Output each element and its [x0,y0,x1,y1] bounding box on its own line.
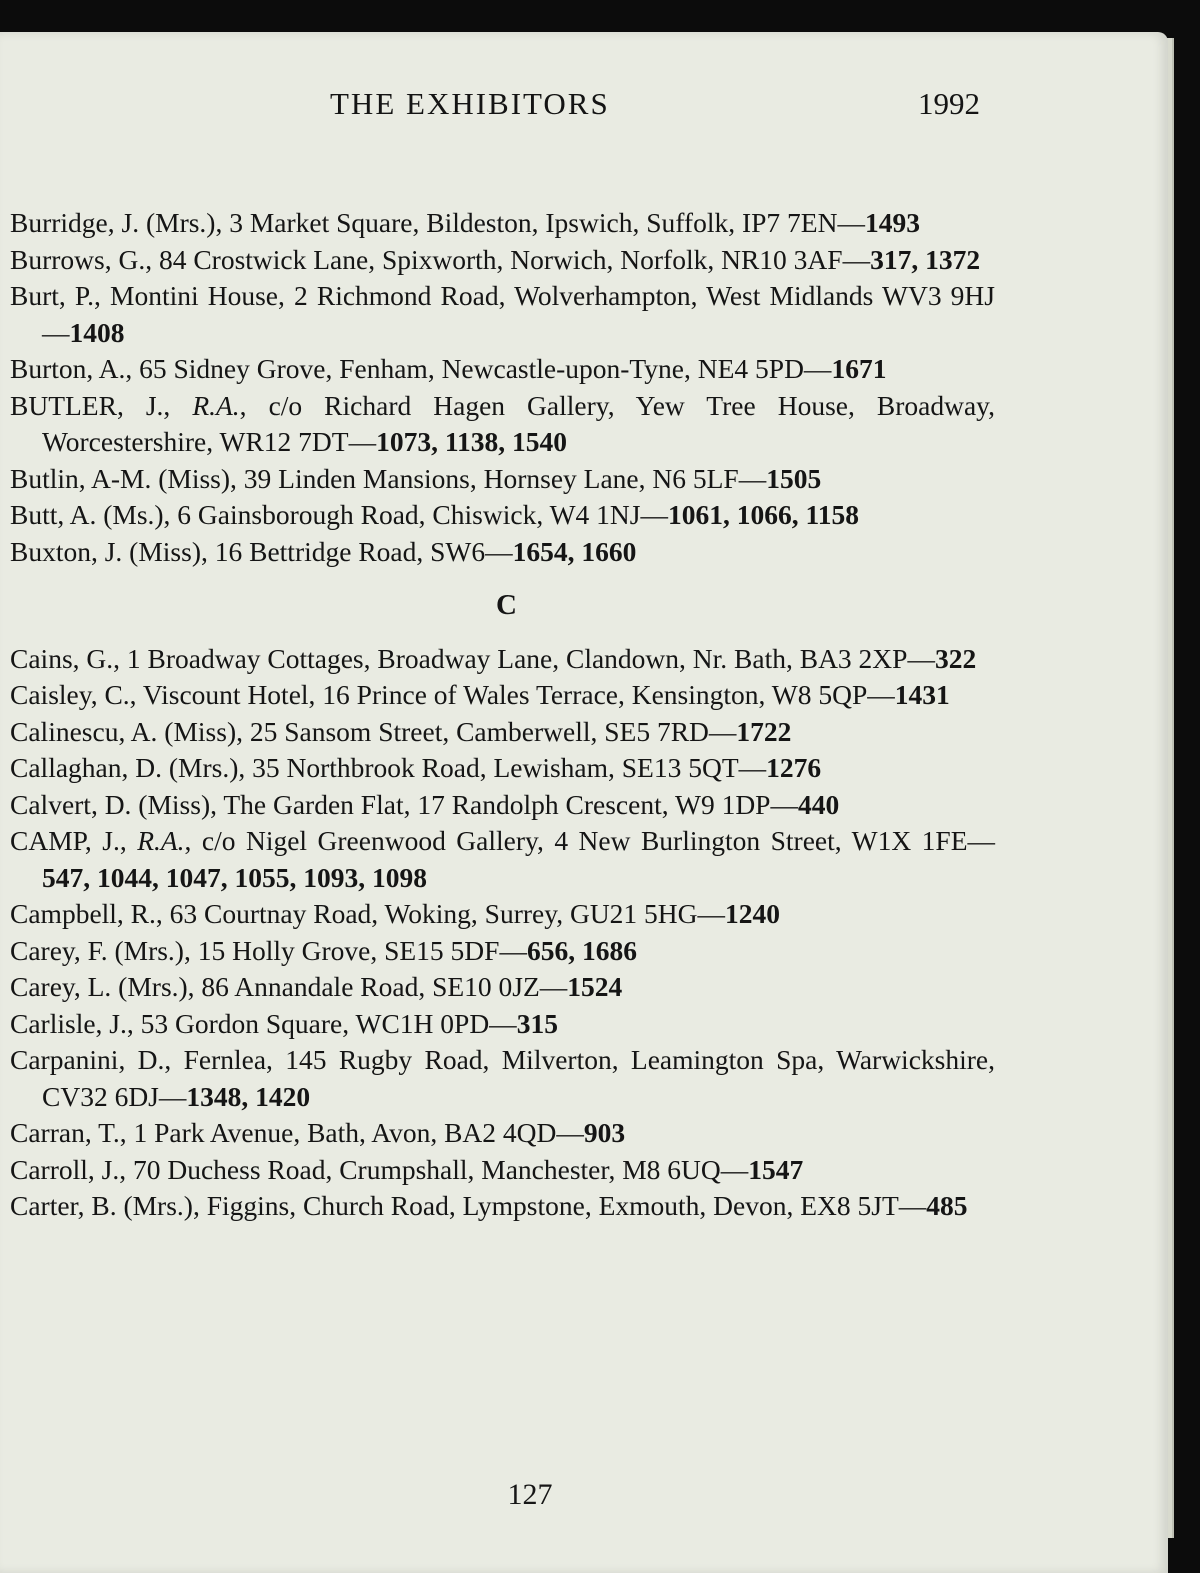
catalogue-numbers: 1547 [748,1153,804,1185]
running-title: THE EXHIBITORS [330,86,610,121]
exhibitor-address: Campbell, R., 63 Courtnay Road, Woking, Surrey, GU21 5HG— [10,898,726,929]
exhibitor-address: Carran, T., 1 Park Avenue, Bath, Avon, BA2 4QD— [10,1117,584,1148]
exhibitor-address: Carter, B. (Mrs.), Figgins, Church Road, Lympstone, Exmouth, Devon, EX8 5JT— [10,1190,927,1221]
exhibitor-entry [10,1152,995,1189]
catalogue-numbers: 547, 1044, 1047, 1055, 1093, 1098 [42,861,427,893]
catalogue-numbers: 1348, 1420 [186,1080,311,1112]
catalogue-numbers: 656, 1686 [526,934,637,966]
exhibitor-entry [10,388,995,461]
exhibitor-address: Callaghan, D. (Mrs.), 35 Northbrook Road, Lewisham, SE13 5QT— [10,752,767,783]
exhibitor-address: Carey, L. (Mrs.), 86 Annandale Road, SE10 0JZ— [10,971,568,1002]
running-header [0,86,1168,126]
exhibitor-entry [10,497,995,534]
catalogue-numbers: 485 [926,1190,968,1221]
exhibitor-group-b [10,205,995,570]
catalogue-numbers: 315 [516,1007,558,1039]
exhibitor-address: Cains, G., 1 Broadway Cottages, Broadway Lane, Clandown, Nr. Bath, BA3 2XP— [10,642,935,674]
exhibitor-address: Calinescu, A. (Miss), 25 Sansom Street, Camberwell, SE5 7RD— [10,715,737,747]
exhibitor-group-c [10,641,995,1225]
catalogue-numbers: 1073, 1138, 1540 [376,426,568,457]
exhibitor-address: Burridge, J. (Mrs.), 3 Market Square, Bildeston, Ipswich, Suffolk, IP7 7EN— [10,207,865,238]
exhibitor-entry [10,1115,995,1152]
exhibitor-entry [10,278,995,351]
catalogue-numbers: 317, 1372 [870,243,981,275]
exhibitor-address: Burt, P., Montini House, 2 Richmond Road, Wolverhampton, West Midlands WV3 9HJ— [10,280,995,348]
exhibitor-address: Calvert, D. (Miss), The Garden Flat, 17 Randolph Crescent, W9 1DP— [10,788,798,820]
exhibitor-address: BUTLER, J., [10,389,193,421]
exhibitor-entry [10,641,995,678]
catalogue-numbers: 1524 [567,971,623,1002]
catalogue-numbers: 1240 [725,898,781,929]
section-letter: C [496,589,517,621]
exhibitor-entry [10,461,995,498]
catalogue-numbers: 440 [797,788,840,820]
exhibitor-address-continued: , c/o Nigel Greenwood Gallery, 4 New Burlington Street, W1X 1FE— [184,825,995,856]
catalogue-numbers: 1276 [766,752,822,783]
exhibitor-address: Butlin, A-M. (Miss), 39 Linden Mansions, Hornsey Lane, N6 5LF— [10,462,767,494]
exhibitor-address: Butt, A. (Ms.), 6 Gainsborough Road, Chiswick, W4 1NJ— [10,499,668,530]
catalogue-numbers: 1061, 1066, 1158 [667,499,859,530]
exhibitor-address: Carlisle, J., 53 Gordon Square, WC1H 0PD— [10,1007,517,1039]
catalogue-numbers: 1408 [69,316,125,348]
exhibitor-entry [10,242,995,279]
exhibitor-entry [10,1006,995,1043]
catalogue-numbers: 1505 [766,462,822,494]
exhibitor-address: Burrows, G., 84 Crostwick Lane, Spixworth, Norwich, Norfolk, NR10 3AF— [10,243,871,275]
exhibitor-list [10,205,995,1225]
exhibitor-address: Carey, F. (Mrs.), 15 Holly Grove, SE15 5DF— [10,934,527,966]
exhibitor-entry [10,787,995,824]
exhibitor-entry [10,351,995,388]
catalogue-numbers: 322 [934,642,977,674]
exhibitor-entry [10,534,995,571]
exhibitor-entry [10,896,995,933]
catalogue-numbers: 1431 [894,679,950,710]
catalogue-numbers: 1493 [864,207,920,238]
exhibitor-entry [10,823,995,896]
exhibitor-address: Burton, A., 65 Sidney Grove, Fenham, Newcastle-upon-Tyne, NE4 5PD— [10,353,832,384]
page-number: 127 [507,1478,553,1511]
catalogue-numbers: 1671 [831,353,887,384]
academician-title: R.A. [137,825,185,856]
exhibitor-address: Carpanini, D., Fernlea, 145 Rugby Road, Milverton, Leamington Spa, Warwickshire, CV32 6DJ— [10,1044,995,1112]
exhibitor-entry [10,969,995,1006]
exhibitor-address: CAMP, J., [10,825,138,856]
catalogue-numbers: 1722 [736,715,792,747]
exhibitor-entry [10,750,995,787]
exhibitor-entry [10,677,995,714]
academician-title: R.A. [192,389,240,421]
exhibitor-address-continued: , c/o Richard Hagen Gallery, Yew Tree House, Broadway, Worcestershire, WR12 7DT— [42,389,995,457]
exhibitor-address: Buxton, J. (Miss), 16 Bettridge Road, SW6— [10,535,513,567]
exhibitor-entry [10,1188,995,1225]
catalogue-numbers: 903 [583,1117,626,1148]
exhibitor-entry [10,1042,995,1115]
catalogue-numbers: 1654, 1660 [512,535,637,567]
exhibitor-address: Carroll, J., 70 Duchess Road, Crumpshall, Manchester, M8 6UQ— [10,1153,749,1185]
exhibitor-entry [10,205,995,242]
running-year: 1992 [918,86,980,121]
exhibitor-address: Caisley, C., Viscount Hotel, 16 Prince of Wales Terrace, Kensington, W8 5QP— [10,679,895,710]
exhibitor-entry [10,714,995,751]
exhibitor-entry [10,933,995,970]
